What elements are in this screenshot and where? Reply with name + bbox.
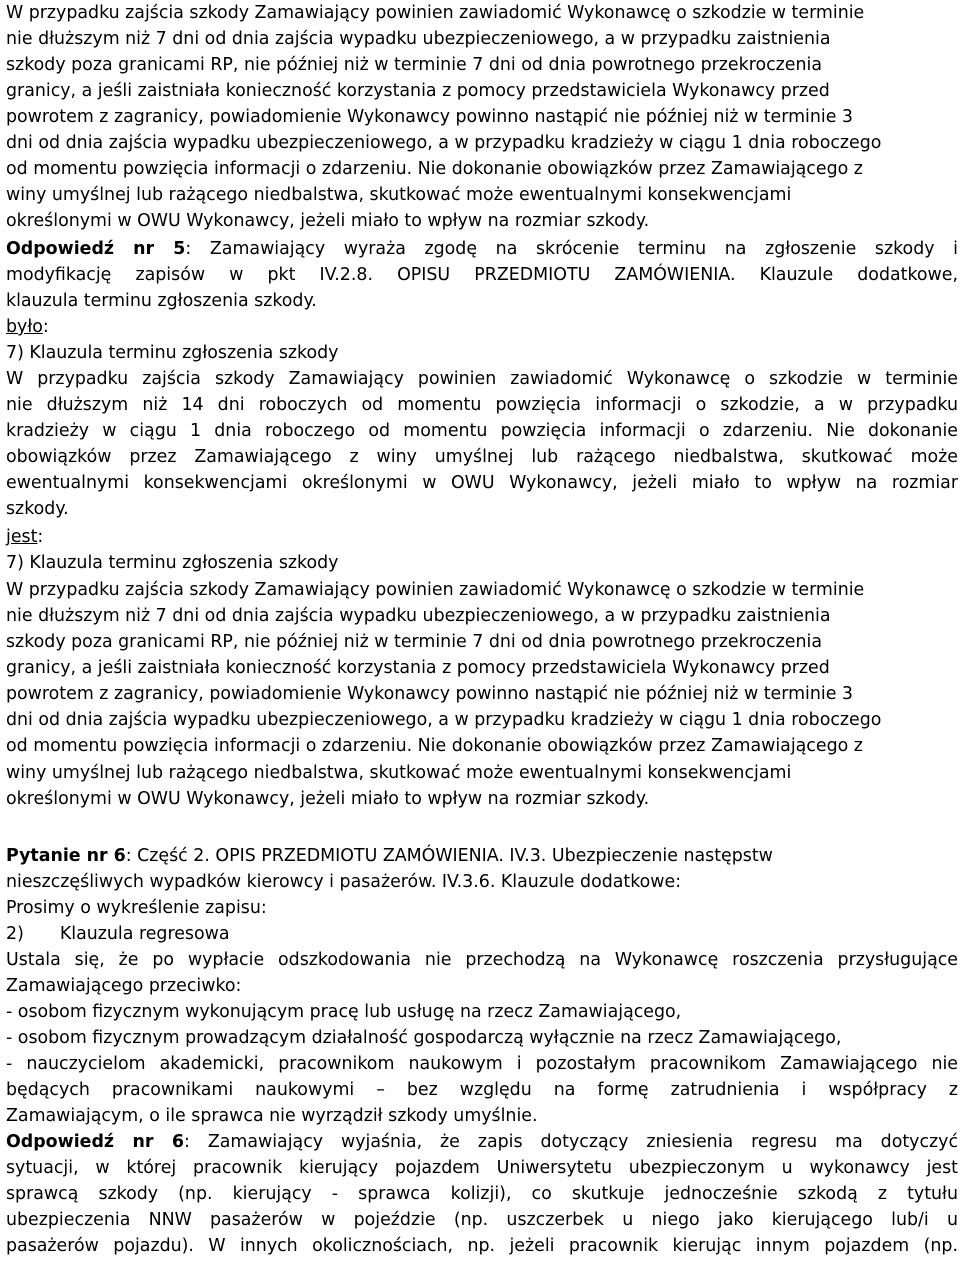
clause-number: 2) (6, 924, 24, 944)
answer-6-line: sytuacji, w której pracownik kierujący pojazdem Uniwersytetu ubezpieczonym u wykonawcy jest (6, 1158, 958, 1178)
question-6-label: Pytanie nr 6 (6, 846, 126, 866)
is-label: jest (6, 527, 38, 547)
question-6-list-item: Zamawiającym, o ile sprawca nie wyrządził szkody umyślnie. (6, 1106, 538, 1126)
is-line: granicy, a jeśli zaistniała konieczność korzystania z pomocy przedstawiciela Wykonawcy przed (6, 658, 830, 678)
question-6-list-item: - osobom fizycznym wykonującym pracę lub usługę na rzecz Zamawiającego, (6, 1002, 682, 1022)
text-line: od momentu powzięcia informacji o zdarzeniu. Nie dokonanie obowiązków przez Zamawiającego z (6, 159, 863, 179)
was-colon: : (42, 317, 49, 337)
question-6-line: Prosimy o wykreślenie zapisu: (6, 898, 267, 918)
answer-5-line (6, 236, 958, 262)
question-6-line (6, 843, 773, 869)
question-6-line: Ustala się, że po wypłacie odszkodowania nie przechodzą na Wykonawcę roszczenia przysługujące (6, 950, 958, 970)
text-line: dni od dnia zajścia wypadku ubezpieczeniowego, a w przypadku kradzieży w ciągu 1 dnia roboczego (6, 133, 882, 153)
text-line: określonymi w OWU Wykonawcy, jeżeli miało to wpływ na rozmiar szkody. (6, 211, 650, 231)
was-label: było (6, 317, 43, 337)
text-line: winy umyślnej lub rażącego niedbalstwa, skutkować może ewentualnymi konsekwencjami (6, 185, 792, 205)
answer-6-line: sprawcą szkody (np. kierujący - sprawca kolizji), co skutkuje jednocześnie szkodą z tytułu (6, 1184, 958, 1204)
is-line: nie dłuższym niż 7 dni od dnia zajścia wypadku ubezpieczeniowego, a w przypadku zaistnienia (6, 606, 831, 626)
answer-6-line: pasażerów pojazdu). W innych okolicznościach, np. jeżeli pracownik kierując innym pojazdem (np. (6, 1236, 958, 1256)
is-label-line (6, 524, 43, 550)
question-6-list-item: - osobom fizycznym prowadzącym działalność gospodarczą wyłącznie na rzecz Zamawiającego, (6, 1028, 842, 1048)
text-line: powrotem z zagranicy, powiadomienie Wykonawcy powinno nastąpić nie później niż w terminie 3 (6, 107, 853, 127)
text-line: nie dłuższym niż 7 dni od dnia zajścia wypadku ubezpieczeniowego, a w przypadku zaistnienia (6, 29, 831, 49)
was-heading: 7) Klauzula terminu zgłoszenia szkody (6, 343, 339, 363)
question-6-list-item: - nauczycielom akademicki, pracownikom naukowym i pozostałym pracownikom Zamawiającego nie (6, 1054, 958, 1074)
was-label-line (6, 314, 49, 340)
is-line: winy umyślnej lub rażącego niedbalstwa, skutkować może ewentualnymi konsekwencjami (6, 763, 792, 783)
question-6-text: : Część 2. OPIS PRZEDMIOTU ZAMÓWIENIA. IV.3. Ubezpieczenie następstw (125, 846, 773, 866)
answer-5-label: Odpowiedź nr 5 (6, 239, 186, 259)
text-line: W przypadku zajścia szkody Zamawiający powinien zawiadomić Wykonawcę o szkodzie w terminie (6, 3, 865, 23)
question-6-line: nieszczęśliwych wypadków kierowcy i pasażerów. IV.3.6. Klauzule dodatkowe: (6, 872, 682, 892)
was-line: kradzieży w ciągu 1 dnia roboczego od momentu powzięcia informacji o zdarzeniu. Nie dokonanie (6, 421, 958, 441)
is-colon: : (37, 527, 44, 547)
text-line: szkody poza granicami RP, nie później niż w terminie 7 dni od dnia powrotnego przekroczenia (6, 55, 823, 75)
is-line: szkody poza granicami RP, nie później niż w terminie 7 dni od dnia powrotnego przekroczenia (6, 632, 823, 652)
answer-6-label: Odpowiedź nr 6 (6, 1132, 185, 1152)
is-line: W przypadku zajścia szkody Zamawiający powinien zawiadomić Wykonawcę o szkodzie w terminie (6, 580, 865, 600)
answer-6-text: : Zamawiający wyjaśnia, że zapis dotyczący zniesienia regresu ma dotyczyć (184, 1132, 959, 1152)
clause-title: Klauzula regresowa (59, 924, 230, 944)
answer-6-line (6, 1129, 958, 1155)
question-6-list-item: będących pracownikami naukowymi – bez względu na formę zatrudnienia i współpracy z (6, 1080, 958, 1100)
was-line: nie dłuższym niż 14 dni roboczych od momentu powzięcia informacji o szkodzie, a w przypadku (6, 395, 958, 415)
was-line: ewentualnymi konsekwencjami określonymi w OWU Wykonawcy, jeżeli miało to wpływ na rozmiar (6, 473, 958, 493)
is-line: powrotem z zagranicy, powiadomienie Wykonawcy powinno nastąpić nie później niż w terminie 3 (6, 684, 853, 704)
question-6-clause-heading (6, 921, 230, 947)
was-line: obowiązków przez Zamawiającego z winy umyślnej lub rażącego niedbalstwa, skutkować może (6, 447, 958, 467)
answer-5-line: modyfikację zapisów w pkt IV.2.8. OPISU PRZEDMIOTU ZAMÓWIENIA. Klauzule dodatkowe, (6, 265, 958, 285)
is-line: określonymi w OWU Wykonawcy, jeżeli miało to wpływ na rozmiar szkody. (6, 789, 650, 809)
answer-6-line: ubezpieczenia NNW pasażerów w pojeździe (np. uszczerbek u niego jako kierującego lub/i u (6, 1210, 958, 1230)
answer-5-text: : Zamawiający wyraża zgodę na skrócenie terminu na zgłoszenie szkody i (185, 239, 958, 259)
text-line: granicy, a jeśli zaistniała konieczność korzystania z pomocy przedstawiciela Wykonawcy przed (6, 81, 830, 101)
was-line: W przypadku zajścia szkody Zamawiający powinien zawiadomić Wykonawcę o szkodzie w terminie (6, 369, 958, 389)
question-6-line: Zamawiającego przeciwko: (6, 976, 242, 996)
is-heading: 7) Klauzula terminu zgłoszenia szkody (6, 553, 339, 573)
is-line: od momentu powzięcia informacji o zdarzeniu. Nie dokonanie obowiązków przez Zamawiającego z (6, 736, 863, 756)
answer-5-line: klauzula terminu zgłoszenia szkody. (6, 291, 317, 311)
is-line: dni od dnia zajścia wypadku ubezpieczeniowego, a w przypadku kradzieży w ciągu 1 dnia roboczego (6, 710, 882, 730)
was-line: szkody. (6, 499, 69, 519)
